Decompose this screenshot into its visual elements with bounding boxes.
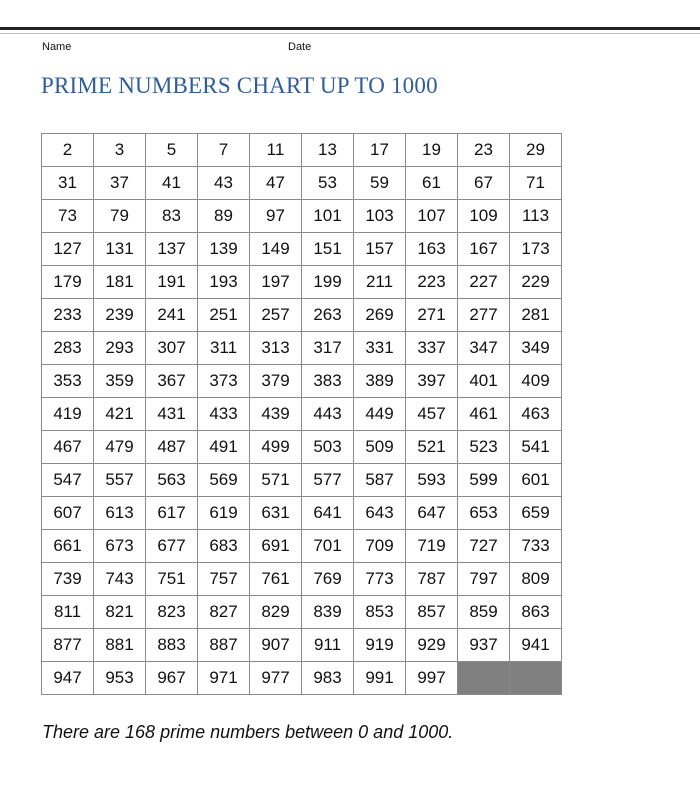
prime-cell: 211: [354, 266, 406, 299]
prime-cell: 701: [302, 530, 354, 563]
prime-cell: 601: [510, 464, 562, 497]
prime-cell: 769: [302, 563, 354, 596]
prime-cell: 83: [146, 200, 198, 233]
table-row: [42, 464, 562, 497]
prime-cell: 577: [302, 464, 354, 497]
prime-cell: 89: [198, 200, 250, 233]
prime-cell: 619: [198, 497, 250, 530]
prime-cell: 691: [250, 530, 302, 563]
table-row: [42, 596, 562, 629]
prime-cell: 263: [302, 299, 354, 332]
prime-cell: 457: [406, 398, 458, 431]
prime-cell: 31: [42, 167, 94, 200]
prime-cell: 71: [510, 167, 562, 200]
prime-cell: 17: [354, 134, 406, 167]
prime-cell: 919: [354, 629, 406, 662]
prime-cell: 179: [42, 266, 94, 299]
prime-cell: 613: [94, 497, 146, 530]
prime-cell: 167: [458, 233, 510, 266]
prime-cell: 2: [42, 134, 94, 167]
prime-cell: 223: [406, 266, 458, 299]
prime-cell: 461: [458, 398, 510, 431]
prime-cell: 241: [146, 299, 198, 332]
primes-table: [41, 133, 562, 695]
table-row: [42, 563, 562, 596]
prime-cell: 359: [94, 365, 146, 398]
prime-cell: 103: [354, 200, 406, 233]
prime-cell: 491: [198, 431, 250, 464]
prime-cell: 283: [42, 332, 94, 365]
prime-cell: 149: [250, 233, 302, 266]
prime-cell: 193: [198, 266, 250, 299]
prime-cell: 19: [406, 134, 458, 167]
prime-cell: 397: [406, 365, 458, 398]
prime-cell: 421: [94, 398, 146, 431]
prime-cell: 839: [302, 596, 354, 629]
prime-cell: 643: [354, 497, 406, 530]
prime-cell: 281: [510, 299, 562, 332]
prime-cell: 997: [406, 662, 458, 695]
primes-table-body: [42, 134, 562, 695]
table-row: [42, 200, 562, 233]
table-row: [42, 662, 562, 695]
prime-cell: 311: [198, 332, 250, 365]
prime-cell: 271: [406, 299, 458, 332]
table-row: [42, 398, 562, 431]
prime-cell: 641: [302, 497, 354, 530]
prime-cell: 823: [146, 596, 198, 629]
prime-cell: 23: [458, 134, 510, 167]
prime-cell: 439: [250, 398, 302, 431]
prime-cell: 163: [406, 233, 458, 266]
prime-cell: 113: [510, 200, 562, 233]
top-rule-thin: [0, 33, 700, 34]
prime-cell: 587: [354, 464, 406, 497]
prime-cell: 659: [510, 497, 562, 530]
prime-cell: 443: [302, 398, 354, 431]
prime-cell: 991: [354, 662, 406, 695]
prime-cell: 751: [146, 563, 198, 596]
prime-cell: 347: [458, 332, 510, 365]
prime-cell: 887: [198, 629, 250, 662]
prime-cell: 331: [354, 332, 406, 365]
prime-cell: 677: [146, 530, 198, 563]
prime-cell: 809: [510, 563, 562, 596]
prime-cell: 821: [94, 596, 146, 629]
prime-cell: 173: [510, 233, 562, 266]
name-label: Name: [42, 41, 72, 53]
prime-cell: 727: [458, 530, 510, 563]
prime-cell: 499: [250, 431, 302, 464]
prime-cell: 863: [510, 596, 562, 629]
prime-cell: 43: [198, 167, 250, 200]
table-row: [42, 431, 562, 464]
prime-cell: 829: [250, 596, 302, 629]
prime-cell: 53: [302, 167, 354, 200]
prime-cell: 251: [198, 299, 250, 332]
prime-cell: 773: [354, 563, 406, 596]
prime-cell: 523: [458, 431, 510, 464]
prime-cell: 463: [510, 398, 562, 431]
prime-cell: 631: [250, 497, 302, 530]
prime-cell: 367: [146, 365, 198, 398]
prime-cell: 739: [42, 563, 94, 596]
table-row: [42, 167, 562, 200]
prime-cell: 373: [198, 365, 250, 398]
prime-cell: 379: [250, 365, 302, 398]
table-row: [42, 497, 562, 530]
prime-cell: 971: [198, 662, 250, 695]
prime-cell: 467: [42, 431, 94, 464]
prime-cell: 233: [42, 299, 94, 332]
prime-cell: 673: [94, 530, 146, 563]
prime-cell: 911: [302, 629, 354, 662]
prime-cell: 983: [302, 662, 354, 695]
prime-cell: 419: [42, 398, 94, 431]
prime-cell: 151: [302, 233, 354, 266]
prime-cell: 449: [354, 398, 406, 431]
prime-cell: 757: [198, 563, 250, 596]
prime-cell: 541: [510, 431, 562, 464]
prime-cell: 967: [146, 662, 198, 695]
prime-cell: 109: [458, 200, 510, 233]
prime-cell: 433: [198, 398, 250, 431]
prime-cell: 73: [42, 200, 94, 233]
prime-cell: 181: [94, 266, 146, 299]
prime-cell: 857: [406, 596, 458, 629]
prime-cell: 853: [354, 596, 406, 629]
prime-cell: 719: [406, 530, 458, 563]
prime-cell: 197: [250, 266, 302, 299]
prime-cell: 617: [146, 497, 198, 530]
prime-cell: 557: [94, 464, 146, 497]
prime-cell: 563: [146, 464, 198, 497]
prime-cell: 761: [250, 563, 302, 596]
footnote: There are 168 prime numbers between 0 and 1000.: [42, 722, 454, 742]
prime-cell: 47: [250, 167, 302, 200]
prime-cell: 797: [458, 563, 510, 596]
prime-cell: 349: [510, 332, 562, 365]
prime-cell: 569: [198, 464, 250, 497]
table-row: [42, 299, 562, 332]
table-row: [42, 365, 562, 398]
table-row: [42, 233, 562, 266]
prime-cell: 157: [354, 233, 406, 266]
prime-cell: 383: [302, 365, 354, 398]
prime-cell: 79: [94, 200, 146, 233]
prime-cell: 293: [94, 332, 146, 365]
prime-cell: 733: [510, 530, 562, 563]
prime-cell: 487: [146, 431, 198, 464]
prime-cell: 709: [354, 530, 406, 563]
date-label: Date: [288, 41, 312, 53]
prime-cell: 647: [406, 497, 458, 530]
prime-cell: 881: [94, 629, 146, 662]
prime-cell: 877: [42, 629, 94, 662]
prime-cell: 941: [510, 629, 562, 662]
prime-cell: 389: [354, 365, 406, 398]
prime-cell: 977: [250, 662, 302, 695]
prime-cell: 661: [42, 530, 94, 563]
prime-cell: 653: [458, 497, 510, 530]
prime-cell: 503: [302, 431, 354, 464]
prime-cell: 509: [354, 431, 406, 464]
prime-cell: 953: [94, 662, 146, 695]
prime-cell: 29: [510, 134, 562, 167]
table-row: [42, 629, 562, 662]
prime-cell: 239: [94, 299, 146, 332]
prime-cell: 41: [146, 167, 198, 200]
prime-cell: 883: [146, 629, 198, 662]
prime-cell: 59: [354, 167, 406, 200]
prime-cell: 257: [250, 299, 302, 332]
prime-cell: 139: [198, 233, 250, 266]
prime-cell: 313: [250, 332, 302, 365]
prime-cell: 401: [458, 365, 510, 398]
prime-cell: 811: [42, 596, 94, 629]
table-row: [42, 266, 562, 299]
prime-cell: 101: [302, 200, 354, 233]
prime-cell: 11: [250, 134, 302, 167]
prime-cell: 479: [94, 431, 146, 464]
prime-cell: 3: [94, 134, 146, 167]
prime-cell: 191: [146, 266, 198, 299]
prime-cell: 593: [406, 464, 458, 497]
prime-cell: 37: [94, 167, 146, 200]
prime-cell: 199: [302, 266, 354, 299]
prime-cell: 131: [94, 233, 146, 266]
top-rule: [0, 27, 700, 30]
prime-cell: 127: [42, 233, 94, 266]
prime-cell: 947: [42, 662, 94, 695]
prime-cell: 317: [302, 332, 354, 365]
prime-cell: 929: [406, 629, 458, 662]
table-row: [42, 530, 562, 563]
prime-cell: 307: [146, 332, 198, 365]
prime-cell: 743: [94, 563, 146, 596]
prime-cell: 5: [146, 134, 198, 167]
prime-cell: 137: [146, 233, 198, 266]
prime-cell: 409: [510, 365, 562, 398]
blank-cell: [458, 662, 510, 695]
prime-cell: 521: [406, 431, 458, 464]
prime-cell: 337: [406, 332, 458, 365]
prime-cell: 547: [42, 464, 94, 497]
prime-cell: 269: [354, 299, 406, 332]
blank-cell: [510, 662, 562, 695]
prime-cell: 229: [510, 266, 562, 299]
prime-cell: 97: [250, 200, 302, 233]
prime-cell: 607: [42, 497, 94, 530]
prime-cell: 13: [302, 134, 354, 167]
page-title: PRIME NUMBERS CHART UP TO 1000: [41, 73, 438, 98]
prime-cell: 937: [458, 629, 510, 662]
prime-cell: 67: [458, 167, 510, 200]
prime-cell: 859: [458, 596, 510, 629]
prime-cell: 353: [42, 365, 94, 398]
prime-cell: 571: [250, 464, 302, 497]
prime-cell: 227: [458, 266, 510, 299]
prime-cell: 61: [406, 167, 458, 200]
prime-cell: 7: [198, 134, 250, 167]
prime-cell: 107: [406, 200, 458, 233]
prime-cell: 787: [406, 563, 458, 596]
prime-cell: 277: [458, 299, 510, 332]
prime-cell: 827: [198, 596, 250, 629]
prime-cell: 431: [146, 398, 198, 431]
prime-cell: 907: [250, 629, 302, 662]
table-row: [42, 134, 562, 167]
table-row: [42, 332, 562, 365]
prime-cell: 683: [198, 530, 250, 563]
prime-cell: 599: [458, 464, 510, 497]
